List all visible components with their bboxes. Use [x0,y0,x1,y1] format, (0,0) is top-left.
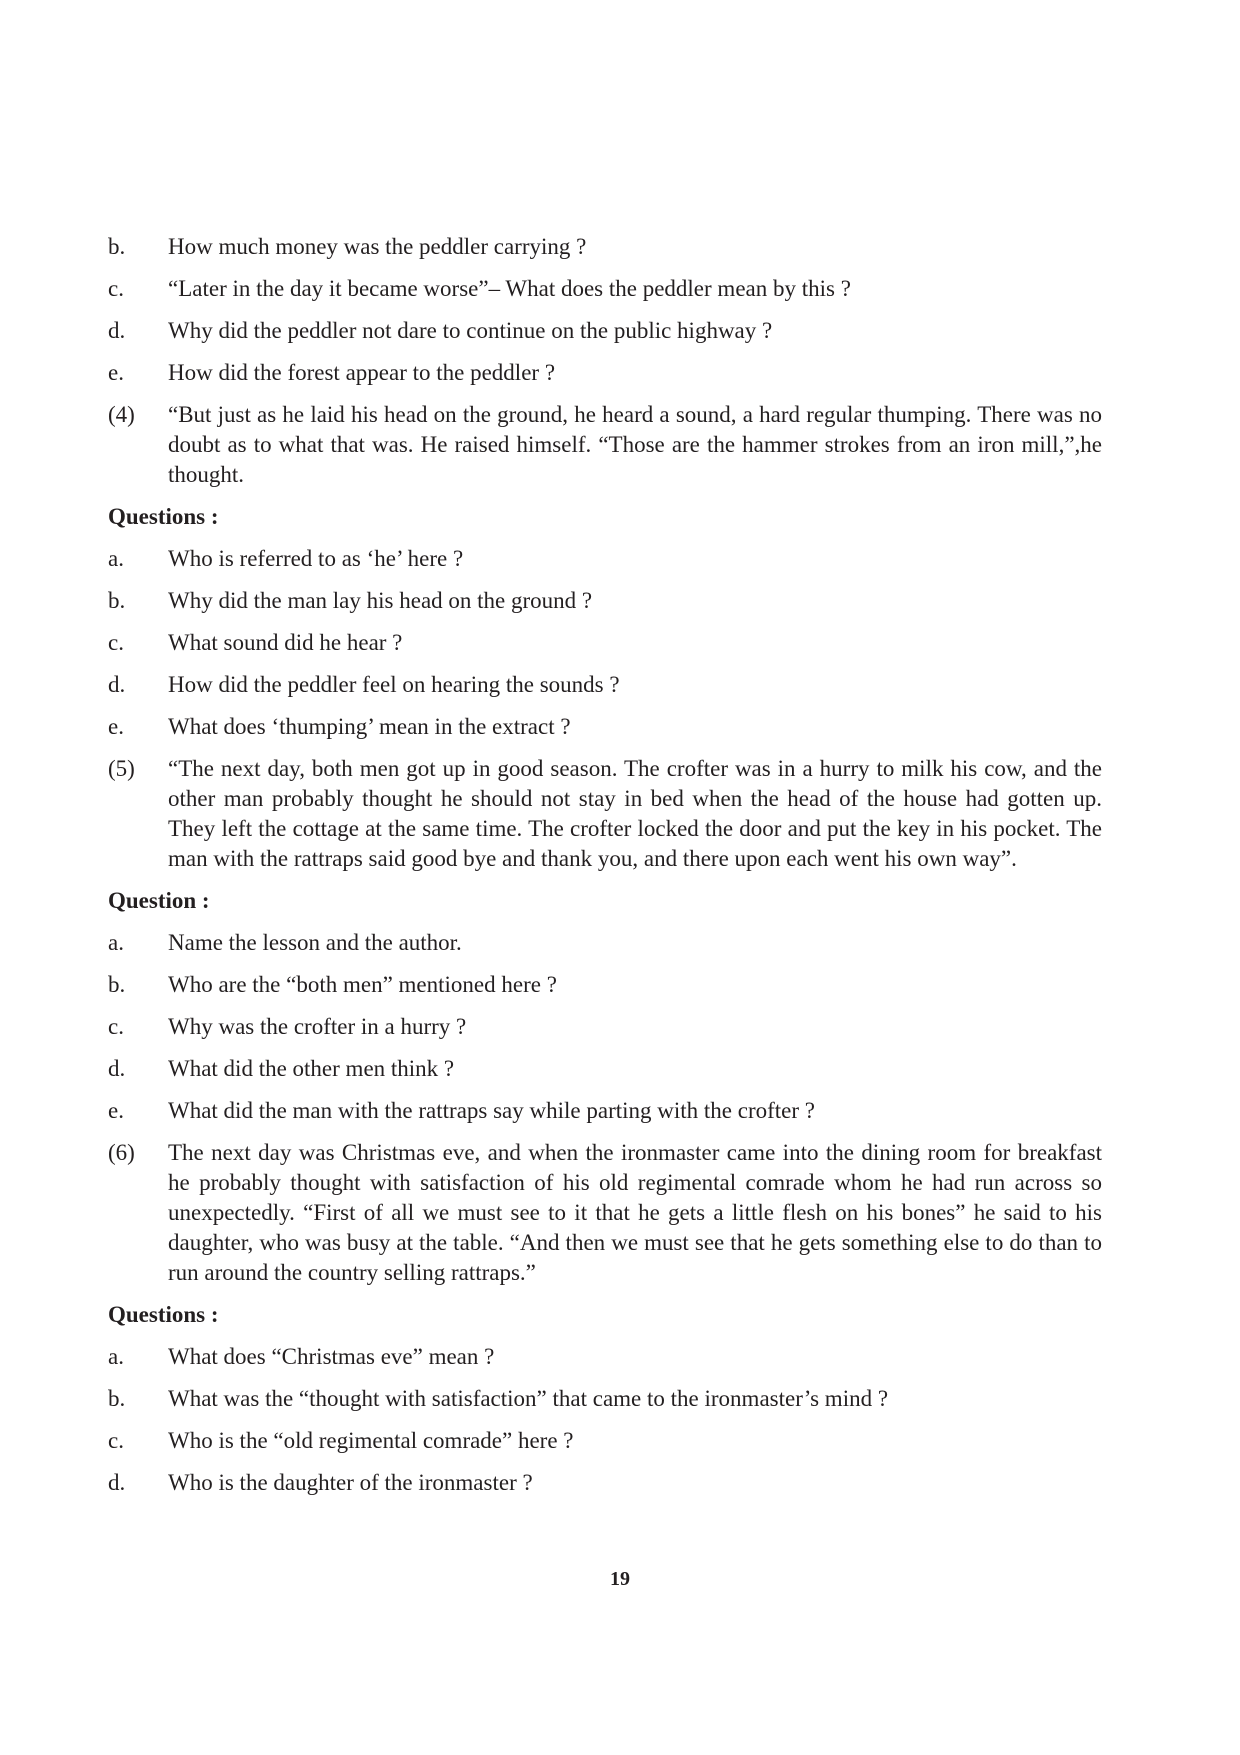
question-item [108,1468,1102,1498]
item-text: What did the other men think ? [168,1056,455,1081]
questions-heading: Questions : [108,1302,219,1327]
item-text: Who is referred to as ‘he’ here ? [168,546,464,571]
question-item [108,928,1102,958]
extract-paragraph [108,400,1102,490]
question-item [108,586,1102,616]
item-label: d. [108,318,126,343]
question-item [108,1054,1102,1084]
question-item [108,1012,1102,1042]
item-label: c. [108,1428,124,1453]
page-number: 19 [610,1568,630,1590]
question-item [108,1384,1102,1414]
item-text: How did the forest appear to the peddler ? [168,360,556,385]
question-item [108,970,1102,1000]
question-item [108,316,1102,346]
question-item [108,274,1102,304]
item-label: b. [108,972,126,997]
extract-paragraph [108,1138,1102,1288]
extract-text: “But just as he laid his head on the ground, he heard a sound, a hard regular thumping. There was no doubt as to what that was. He raised himself. “Those are the hammer strokes from an iron mill,”,he thought. [168,402,1102,487]
item-text: Why did the peddler not dare to continue on the public highway ? [168,318,773,343]
extract-text: “The next day, both men got up in good season. The crofter was in a hurry to milk his cow, and the other man probably thought he should not stay in bed when the head of the house had gotten up. They left the cottage at the same time. The crofter locked the door and put the key in his pocket. The man with the rattraps said good bye and thank you, and there upon each went his own way”. [168,756,1102,871]
item-label: a. [108,546,124,571]
item-label: e. [108,360,124,385]
item-label: b. [108,588,126,613]
item-text: Who are the “both men” mentioned here ? [168,972,557,997]
question-item [108,232,1102,262]
questions-heading: Question : [108,888,210,913]
item-text: Who is the daughter of the ironmaster ? [168,1470,533,1495]
question-item [108,1426,1102,1456]
item-label: b. [108,1386,126,1411]
item-label: e. [108,714,124,739]
item-label: a. [108,1344,124,1369]
item-text: Who is the “old regimental comrade” here ? [168,1428,574,1453]
item-text: What does “Christmas eve” mean ? [168,1344,495,1369]
item-label: c. [108,1014,124,1039]
item-label: c. [108,276,124,301]
item-text: Name the lesson and the author. [168,930,462,955]
item-label: e. [108,1098,124,1123]
item-label: d. [108,1470,126,1495]
question-item [108,358,1102,388]
extract-text: The next day was Christmas eve, and when the ironmaster came into the dining room for breakfast he probably thought with satisfaction of his old regimental comrade whom he had run across so unexpectedly. “First of all we must see to it that he gets a little flesh on his bones” he said to his daughter, who was busy at the table. “And then we must see that he gets something else to do than to run around the country selling rattraps.” [168,1140,1102,1285]
item-text: What did the man with the rattraps say while parting with the crofter ? [168,1098,815,1123]
question-item [108,712,1102,742]
item-text: Why did the man lay his head on the ground ? [168,588,593,613]
item-text: “Later in the day it became worse”– What does the peddler mean by this ? [168,276,851,301]
question-item [108,544,1102,574]
extract-number: (5) [108,756,135,781]
page-content [108,232,1102,1510]
questions-heading: Questions : [108,504,219,529]
item-text: How much money was the peddler carrying ? [168,234,587,259]
item-text: Why was the crofter in a hurry ? [168,1014,467,1039]
extract-paragraph [108,754,1102,874]
question-item [108,628,1102,658]
item-label: a. [108,930,124,955]
item-label: d. [108,1056,126,1081]
item-label: d. [108,672,126,697]
item-label: c. [108,630,124,655]
item-text: What sound did he hear ? [168,630,403,655]
question-item [108,1096,1102,1126]
item-text: How did the peddler feel on hearing the sounds ? [168,672,620,697]
question-item [108,1342,1102,1372]
extract-number: (6) [108,1140,135,1165]
item-text: What does ‘thumping’ mean in the extract ? [168,714,571,739]
item-text: What was the “thought with satisfaction” that came to the ironmaster’s mind ? [168,1386,889,1411]
question-item [108,670,1102,700]
item-label: b. [108,234,126,259]
extract-number: (4) [108,402,135,427]
